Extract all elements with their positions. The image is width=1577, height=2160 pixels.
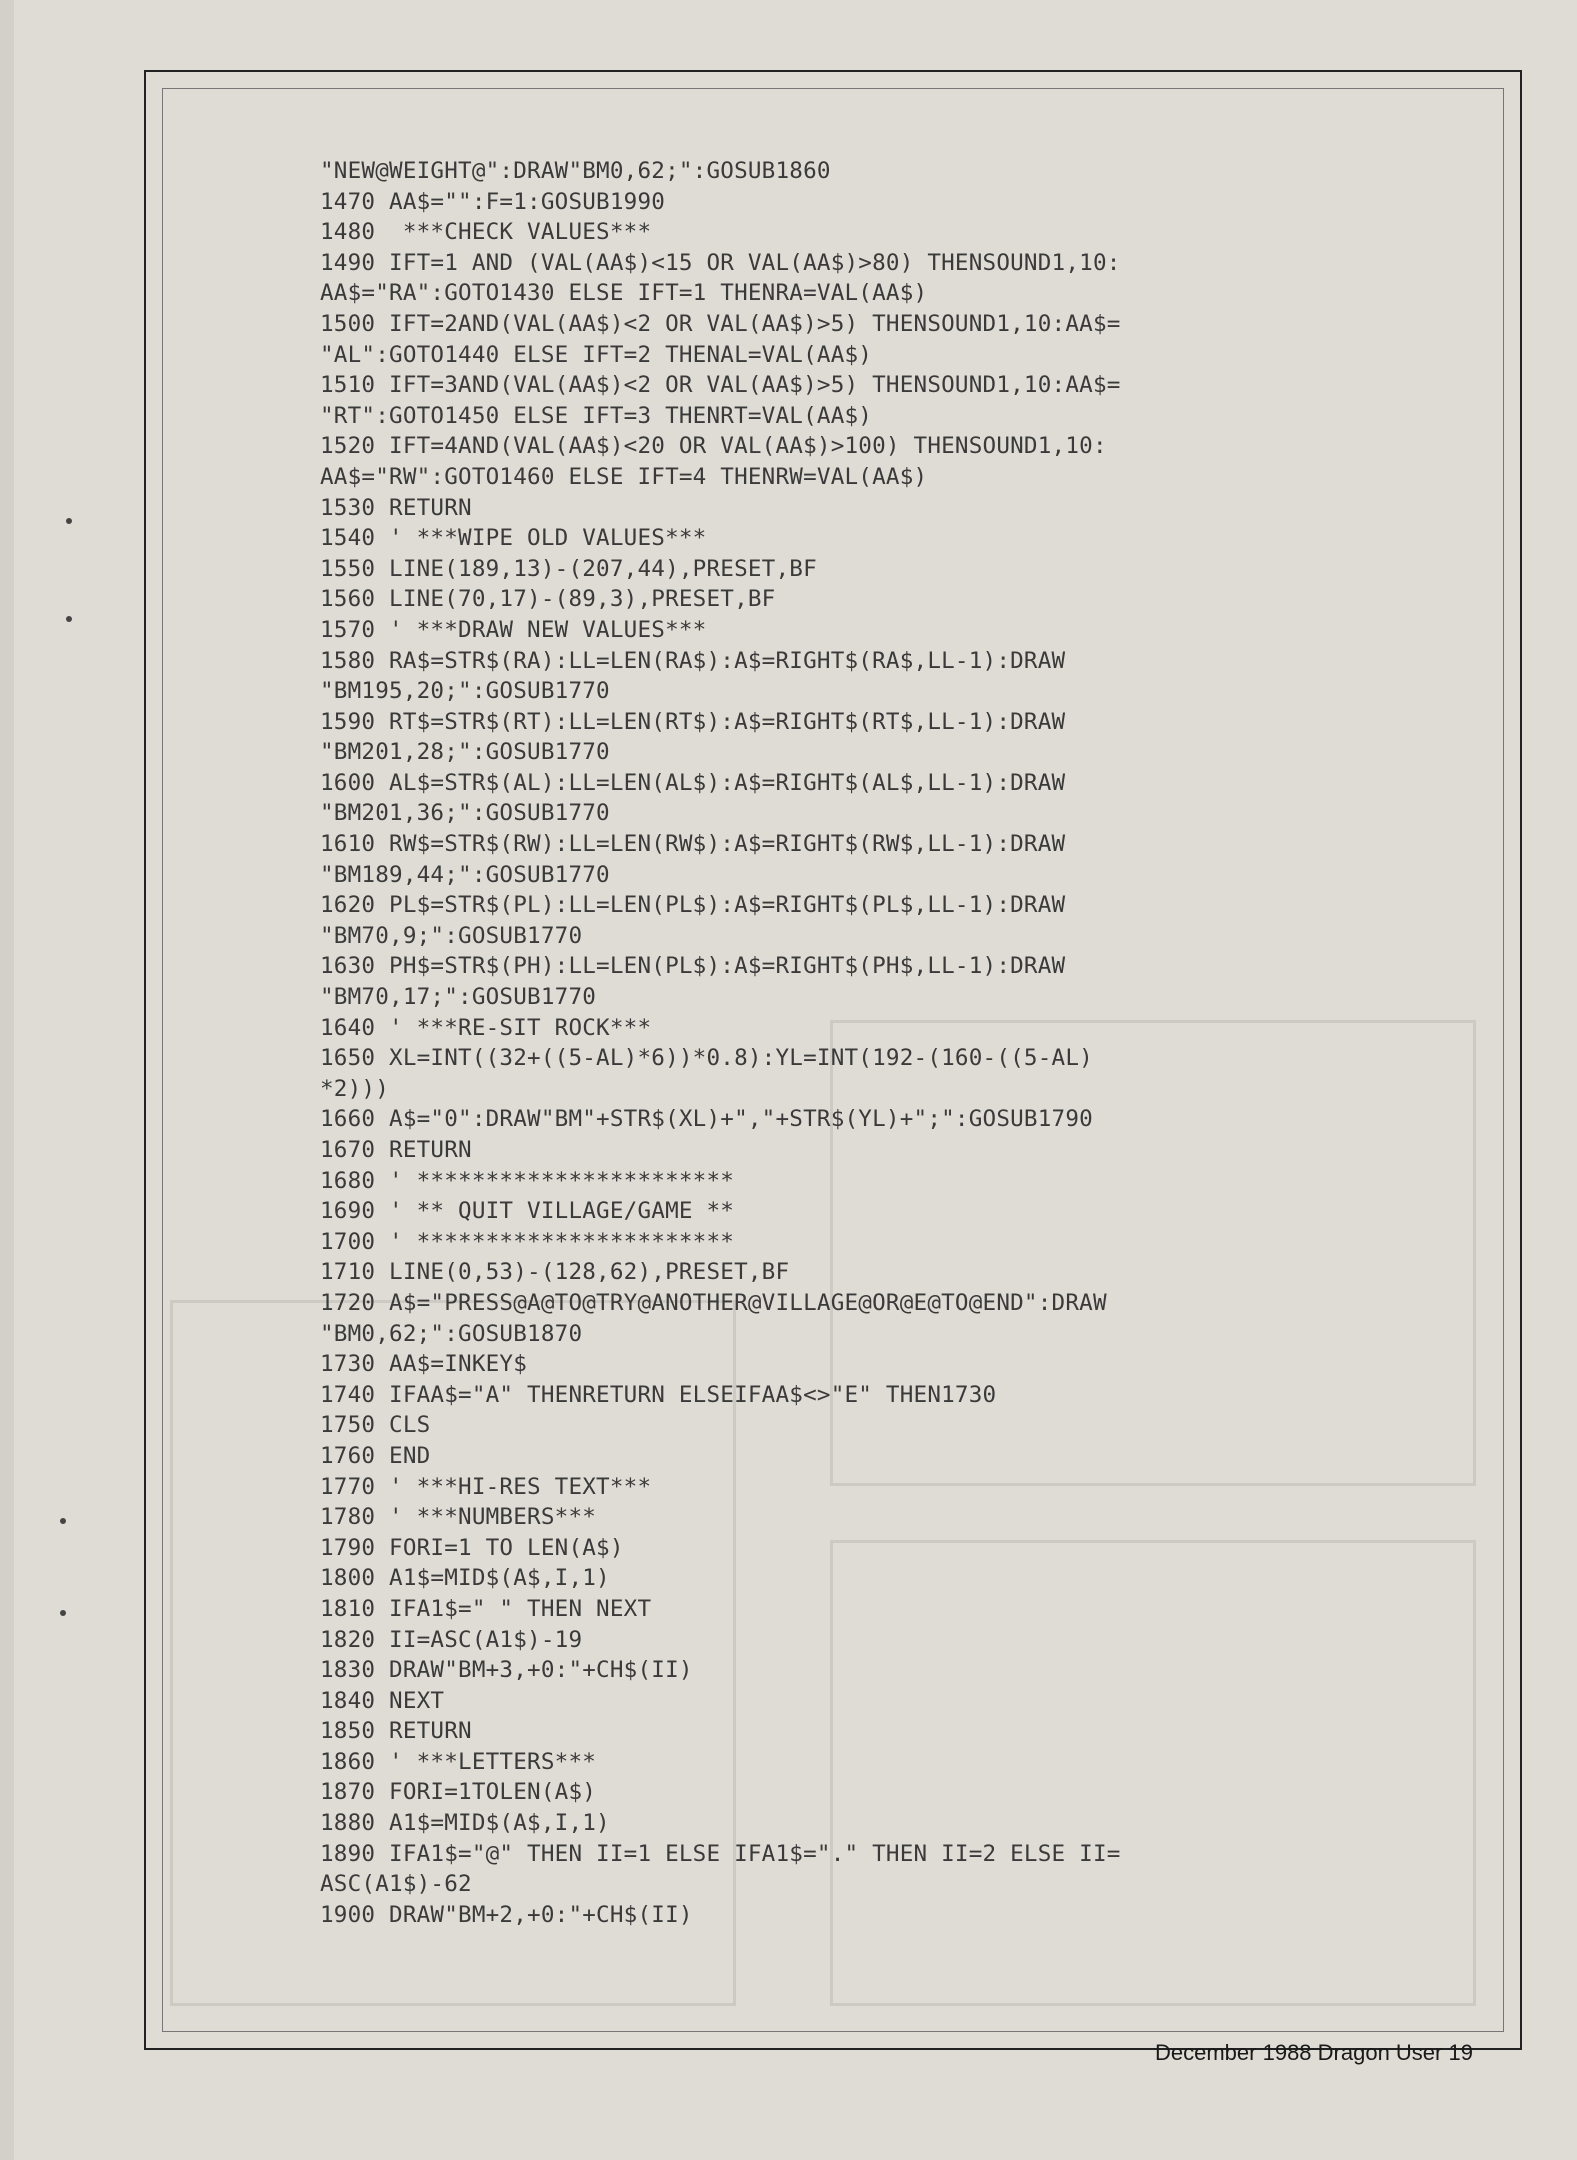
page-footer: December 1988 Dragon User 19 xyxy=(1155,2040,1473,2065)
code-line: ASC(A1$)-62 xyxy=(320,1871,472,1898)
code-line: 1740 IFAA$="A" THENRETURN ELSEIFAA$<>"E" THEN1730 xyxy=(320,1381,997,1408)
binding-hole-mark xyxy=(66,518,72,524)
code-line: "RT":GOTO1450 ELSE IFT=3 THENRT=VAL(AA$) xyxy=(320,402,873,429)
code-line: 1570 ' ***DRAW NEW VALUES*** xyxy=(320,616,707,643)
code-line: 1890 IFA1$="@" THEN II=1 ELSE IFA1$="." THEN II=2 ELSE II= xyxy=(320,1840,1121,1867)
code-line: 1650 XL=INT((32+((5-AL)*6))*0.8):YL=INT(192-(160-((5-AL) xyxy=(320,1045,1093,1072)
code-line: 1640 ' ***RE-SIT ROCK*** xyxy=(320,1014,652,1041)
binding-hole-mark xyxy=(60,1610,66,1616)
code-line: "BM195,20;":GOSUB1770 xyxy=(320,678,610,705)
code-line: 1580 RA$=STR$(RA):LL=LEN(RA$):A$=RIGHT$(RA$,LL-1):DRAW xyxy=(320,647,1066,674)
code-line: 1660 A$="0":DRAW"BM"+STR$(XL)+","+STR$(YL)+";":GOSUB1790 xyxy=(320,1106,1093,1133)
code-line: 1500 IFT=2AND(VAL(AA$)<2 OR VAL(AA$)>5) THENSOUND1,10:AA$= xyxy=(320,310,1121,337)
code-line: 1860 ' ***LETTERS*** xyxy=(320,1748,597,1775)
code-line: 1830 DRAW"BM+3,+0:"+CH$(II) xyxy=(320,1657,693,1684)
code-line: 1870 FORI=1TOLEN(A$) xyxy=(320,1779,597,1806)
code-line: 1540 ' ***WIPE OLD VALUES*** xyxy=(320,525,707,552)
code-line: 1800 A1$=MID$(A$,I,1) xyxy=(320,1565,610,1592)
code-line: 1810 IFA1$=" " THEN NEXT xyxy=(320,1595,652,1622)
code-line: 1850 RETURN xyxy=(320,1718,472,1745)
code-line: 1840 NEXT xyxy=(320,1687,445,1714)
code-line: AA$="RA":GOTO1430 ELSE IFT=1 THENRA=VAL(AA$) xyxy=(320,280,928,307)
code-line: 1710 LINE(0,53)-(128,62),PRESET,BF xyxy=(320,1259,790,1286)
code-line: 1790 FORI=1 TO LEN(A$) xyxy=(320,1534,624,1561)
basic-program-listing xyxy=(320,156,1490,1930)
code-line: 1680 ' *********************** xyxy=(320,1167,735,1194)
code-line: 1480 ***CHECK VALUES*** xyxy=(320,219,652,246)
code-line: 1750 CLS xyxy=(320,1412,431,1439)
code-line: 1620 PL$=STR$(PL):LL=LEN(PL$):A$=RIGHT$(PL$,LL-1):DRAW xyxy=(320,892,1066,919)
code-line: "BM189,44;":GOSUB1770 xyxy=(320,861,610,888)
code-line: 1820 II=ASC(A1$)-19 xyxy=(320,1626,583,1653)
code-line: 1490 IFT=1 AND (VAL(AA$)<15 OR VAL(AA$)>80) THENSOUND1,10: xyxy=(320,249,1121,276)
code-line: 1600 AL$=STR$(AL):LL=LEN(AL$):A$=RIGHT$(AL$,LL-1):DRAW xyxy=(320,769,1066,796)
code-line: 1730 AA$=INKEY$ xyxy=(320,1351,528,1378)
binding-hole-mark xyxy=(66,616,72,622)
binding-hole-mark xyxy=(60,1518,66,1524)
code-line: "NEW@WEIGHT@":DRAW"BM0,62;":GOSUB1860 xyxy=(320,158,831,184)
code-line: 1670 RETURN xyxy=(320,1137,472,1163)
code-line: 1900 DRAW"BM+2,+0:"+CH$(II) xyxy=(320,1901,693,1928)
code-line: 1510 IFT=3AND(VAL(AA$)<2 OR VAL(AA$)>5) THENSOUND1,10:AA$= xyxy=(320,372,1121,399)
code-line: "BM0,62;":GOSUB1870 xyxy=(320,1320,583,1347)
code-line: 1690 ' ** QUIT VILLAGE/GAME ** xyxy=(320,1198,735,1225)
code-line: 1780 ' ***NUMBERS*** xyxy=(320,1504,597,1531)
code-line: 1470 AA$="":F=1:GOSUB1990 xyxy=(320,188,666,215)
code-line: 1610 RW$=STR$(RW):LL=LEN(RW$):A$=RIGHT$(RW$,LL-1):DRAW xyxy=(320,831,1066,858)
code-line: 1760 END xyxy=(320,1442,431,1469)
code-line: *2))) xyxy=(320,1075,390,1102)
code-line: 1880 A1$=MID$(A$,I,1) xyxy=(320,1810,610,1837)
code-line: "AL":GOTO1440 ELSE IFT=2 THENAL=VAL(AA$) xyxy=(320,341,873,368)
code-line: "BM70,17;":GOSUB1770 xyxy=(320,984,597,1011)
code-line: 1560 LINE(70,17)-(89,3),PRESET,BF xyxy=(320,586,776,613)
code-line: AA$="RW":GOTO1460 ELSE IFT=4 THENRW=VAL(AA$) xyxy=(320,463,928,490)
code-line: "BM201,36;":GOSUB1770 xyxy=(320,800,610,827)
code-line: 1630 PH$=STR$(PH):LL=LEN(PL$):A$=RIGHT$(PH$,LL-1):DRAW xyxy=(320,953,1066,980)
code-line: 1530 RETURN xyxy=(320,494,472,521)
code-line: 1550 LINE(189,13)-(207,44),PRESET,BF xyxy=(320,555,817,582)
code-line: 1700 ' *********************** xyxy=(320,1228,735,1255)
code-line: "BM70,9;":GOSUB1770 xyxy=(320,922,583,949)
code-line: 1520 IFT=4AND(VAL(AA$)<20 OR VAL(AA$)>100) THENSOUND1,10: xyxy=(320,433,1107,460)
code-line: 1770 ' ***HI-RES TEXT*** xyxy=(320,1473,652,1500)
code-line: "BM201,28;":GOSUB1770 xyxy=(320,739,610,766)
code-line: 1720 A$="PRESS@A@TO@TRY@ANOTHER@VILLAGE@OR@E@TO@END":DRAW xyxy=(320,1289,1107,1316)
code-line: 1590 RT$=STR$(RT):LL=LEN(RT$):A$=RIGHT$(RT$,LL-1):DRAW xyxy=(320,708,1066,735)
